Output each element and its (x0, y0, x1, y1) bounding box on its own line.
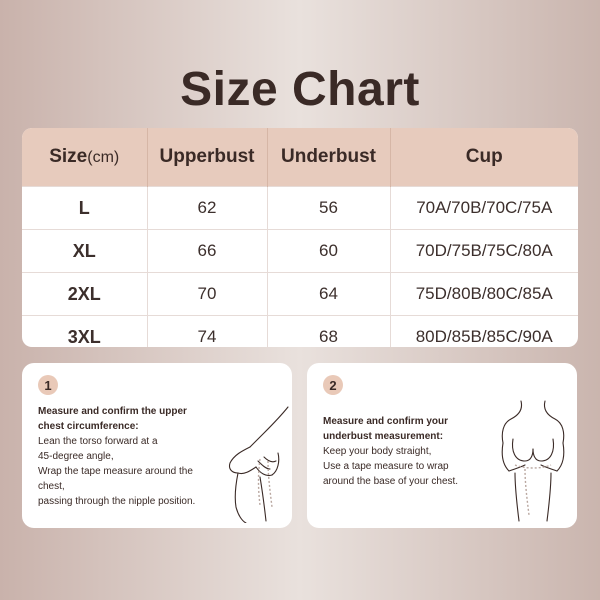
heading-line: chest circumference: (38, 421, 139, 432)
instruction-line: around the base of your chest. (323, 476, 459, 487)
cell-upperbust: 62 (147, 187, 267, 230)
cell-upperbust: 66 (147, 230, 267, 273)
cell-cup: 75D/80B/80C/85A (390, 273, 578, 316)
table-row (22, 230, 578, 273)
instruction-line: chest, (38, 481, 65, 492)
instruction-card-upper-chest (22, 363, 292, 528)
cell-underbust: 68 (267, 316, 390, 348)
instruction-heading (323, 414, 493, 444)
cell-cup: 70D/75B/75C/80A (390, 230, 578, 273)
table-row (22, 187, 578, 230)
instruction-line: Lean the torso forward at a (38, 436, 158, 447)
header-underbust: Underbust (267, 128, 390, 187)
cell-underbust: 56 (267, 187, 390, 230)
table-row (22, 273, 578, 316)
cell-cup: 80D/85B/85C/90A (390, 316, 578, 348)
cell-size: 2XL (22, 273, 147, 316)
cell-size: XL (22, 230, 147, 273)
cell-upperbust: 74 (147, 316, 267, 348)
cell-underbust: 64 (267, 273, 390, 316)
instruction-heading (38, 404, 208, 434)
heading-line: Measure and confirm your (323, 416, 449, 427)
table-row (22, 316, 578, 348)
cell-size: L (22, 187, 147, 230)
heading-line: Measure and confirm the upper (38, 406, 187, 417)
instruction-text (38, 404, 208, 509)
instruction-line: Keep your body straight, (323, 446, 432, 457)
instruction-line: Wrap the tape measure around the (38, 466, 193, 477)
step-badge: 2 (323, 375, 343, 395)
cell-cup: 70A/70B/70C/75A (390, 187, 578, 230)
header-cup: Cup (390, 128, 578, 187)
page-title: Size Chart (180, 63, 420, 116)
standing-measure-icon (495, 399, 571, 523)
header-upperbust: Upperbust (147, 128, 267, 187)
cell-underbust: 60 (267, 230, 390, 273)
instruction-text (323, 414, 493, 489)
step-badge: 1 (38, 375, 58, 395)
heading-line: underbust measurement: (323, 431, 444, 442)
header-size: Size(cm) (22, 128, 147, 187)
cell-upperbust: 70 (147, 273, 267, 316)
instruction-line: 45-degree angle, (38, 451, 114, 462)
instruction-card-underbust (307, 363, 577, 528)
size-table (22, 128, 578, 347)
header-size-unit: (cm) (87, 149, 120, 166)
instruction-line: Use a tape measure to wrap (323, 461, 449, 472)
instruction-line: passing through the nipple position. (38, 496, 196, 507)
lean-forward-measure-icon (220, 403, 292, 523)
cell-size: 3XL (22, 316, 147, 348)
table-header-row (22, 128, 578, 187)
